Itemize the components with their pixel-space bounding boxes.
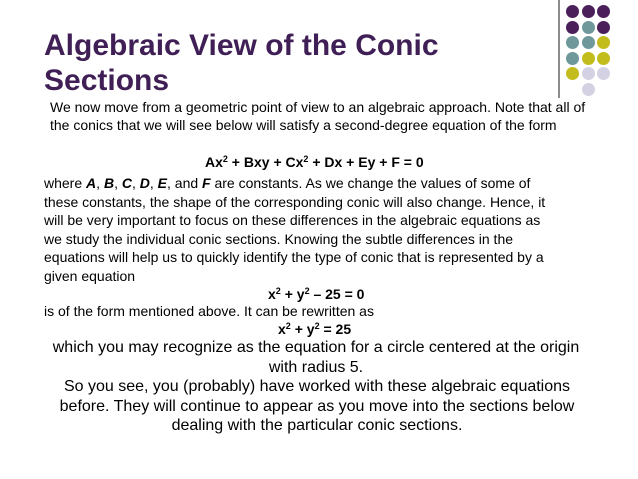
- decorative-dot: [582, 36, 595, 49]
- closing-paragraph: So you see, you (probably) have worked with these algebraic equations before. They will continue to appear as you move into the sections below dealing with the particular conic sections.: [59, 378, 575, 434]
- circle-equation: $x^2 + y^2 - 25 = 0$: [268, 286, 365, 302]
- constant-a: A: [86, 175, 97, 191]
- rewritten-equation: $x^2 + y^2 = 25$: [278, 321, 352, 337]
- constant-c: C: [121, 175, 132, 191]
- decorative-dot: [566, 5, 579, 18]
- decorative-dot: [582, 52, 595, 65]
- intro-paragraph: We now move from a geometric point of view to an algebraic approach. Note that all of the conics that we will see below will satisfy a second-degree equation of the form: [50, 99, 586, 133]
- where-line: we study the individual conic sections. Knowing the subtle differences in the: [44, 230, 514, 247]
- where-line: these constants, the shape of the corresponding conic will also change. Hence, it: [44, 193, 546, 210]
- where-paragraph: [44, 174, 545, 285]
- slide-title: Algebraic View of the Conic Sections: [44, 29, 439, 97]
- constant-f: F: [202, 175, 211, 191]
- decorative-dot: [582, 83, 595, 96]
- equation-term-c: + Dx + Ey + F = 0: [308, 154, 424, 170]
- decorative-dot: [597, 67, 610, 80]
- where-line: where A, B, C, D, E, and F are constants. As we change the values of some of: [44, 175, 531, 191]
- equation-exponent: 2: [222, 154, 228, 164]
- where-line: given equation: [44, 267, 136, 284]
- constant-d: D: [139, 175, 150, 191]
- form-line: is of the form mentioned above. It can be rewritten as: [44, 303, 374, 319]
- equation-term-b: + Bxy + Cx: [227, 154, 304, 170]
- decorative-dot: [582, 67, 595, 80]
- equation-term-a: Ax: [205, 154, 223, 170]
- decorative-dot: [566, 52, 579, 65]
- general-equation: [205, 153, 424, 171]
- decorative-dot: [597, 52, 610, 65]
- constant-e: E: [157, 175, 167, 191]
- decorative-dot: [582, 5, 595, 18]
- decorative-dot: [566, 67, 579, 80]
- decorative-dot: [597, 21, 610, 34]
- equation-exponent: 2: [303, 154, 309, 164]
- decorative-dot: [597, 36, 610, 49]
- constant-b: B: [103, 175, 115, 191]
- decorative-dot: [597, 5, 610, 18]
- decorative-dot: [582, 21, 595, 34]
- where-line: equations will help us to quickly identify the type of conic that is represented by a: [44, 249, 544, 265]
- recognize-paragraph: which you may recognize as the equation for a circle centered at the origin with radius 5.: [52, 339, 580, 376]
- decorative-dot: [566, 21, 579, 34]
- decorative-dot: [566, 36, 579, 49]
- decorative-divider-line: [558, 0, 560, 98]
- where-line: will be very important to focus on these differences in the algebraic equations as: [44, 212, 541, 228]
